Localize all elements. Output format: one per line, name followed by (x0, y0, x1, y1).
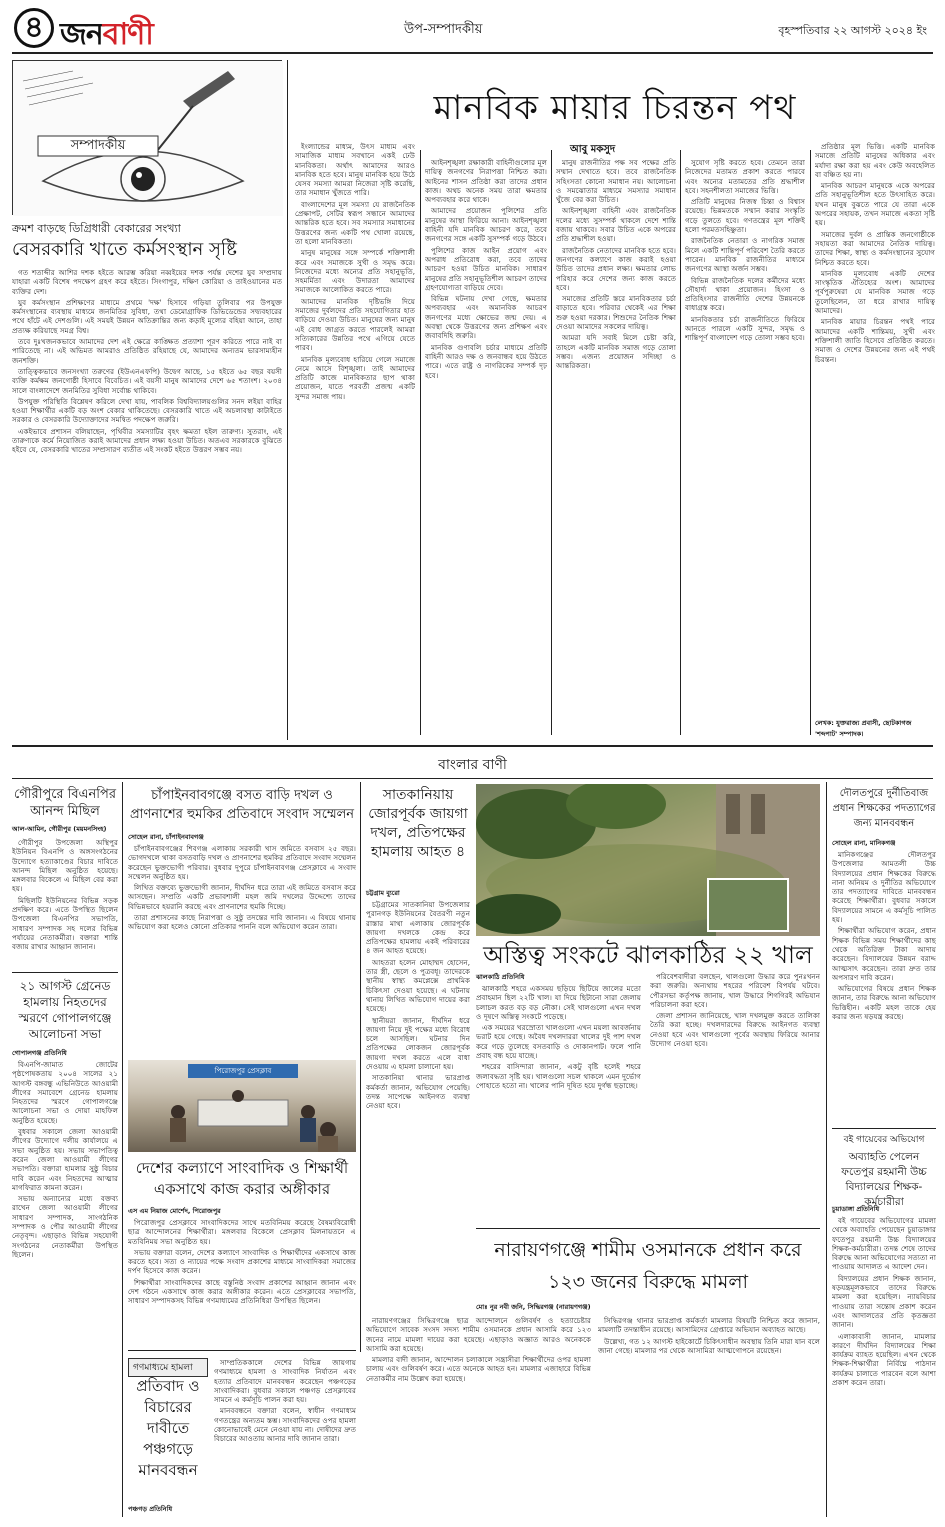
meeting-photo (128, 1060, 356, 1152)
story-headline: নারায়ণগঞ্জে শামীম ওসমানকে প্রধান করে ১২৩ জনের বিরুদ্ধে মামলা (494, 1239, 802, 1293)
main-paragraph: রাজনৈতিক নেতাদের মানবিক হতে হবে। জনগণের কল্যাণে কাজ করাই হওয়া উচিত তাদের প্রধান লক্ষ্য। ক্ষমতার লোভ পরিহার করে দেশের জন্য কাজ করতে হবে। (556, 245, 676, 292)
story-byline: আল-আমিন, গৌরীপুর (ময়মনসিংহ) (12, 825, 107, 833)
page-number: ৪ (14, 8, 54, 48)
main-paragraph: রাজনৈতিক নেতারা ও নাগরিক সমাজ মিলে একটি শান্তিপূর্ণ পরিবেশ তৈরি করতে পারেন। মানবিক রাজনীতির মাধ্যমে জনগণের আস্থা অর্জন সম্ভব। (685, 236, 805, 274)
story-paragraph: পরিবেশবাদীরা বলছেন, খালগুলো উদ্ধার করে পুনঃখনন করা জরুরি। অন্যথায় শহরের পরিবেশ বিপর্যয় ঘটবে। পৌরসভা কর্তৃপক্ষ জানায়, খাল উদ্ধারে শিগগিরই অভিযান পরিচালনা করা হবে। (650, 972, 820, 1009)
story-paragraph: শিক্ষার্থীরা অভিযোগ করেন, প্রধান শিক্ষক বিভিন্ন সময় শিক্ষার্থীদের কাছ থেকে অতিরিক্ত টাকা আদায় করেছেন। বিদ্যালয়ের উন্নয়ন বরাদ্দ আত্মসাৎ করেছেন। তারা দ্রুত তার অপসারণ দাবি করেন। (832, 926, 936, 982)
editorial-label: সম্পাদকীয় (70, 138, 126, 153)
story-paragraph: শহরের বাসিন্দারা জানান, একটু বৃষ্টি হলেই শহরে জলাবদ্ধতা সৃষ্টি হয়। খালগুলো সচল থাকলে এমন দুর্ভোগ পোহাতে হতো না। খালের পানি দূষিত হয়ে দুর্গন্ধ ছড়াচ্ছে। (476, 1062, 641, 1090)
main-paragraph: মানবিক মূল্যবোধ হারিয়ে গেলে সমাজে নেমে আসে বিশৃঙ্খলা। তাই আমাদের প্রতিটি কাজে মানবিকতার ছাপ থাকা প্রয়োজন, যাতে পরবর্তী প্রজন্ম একটি সুন্দর সমাজ পায়। (295, 354, 415, 401)
story-body (12, 1060, 118, 1516)
story-body (832, 850, 936, 1124)
story-paragraph: সিদ্ধিরগঞ্জ থানার ভারপ্রাপ্ত কর্মকর্তা মামলার বিষয়টি নিশ্চিত করে জানান, মামলাটি তদন্তাধীন রয়েছে। আসামিদের গ্রেপ্তারে অভিযান অব্যাহত আছে। (598, 1316, 820, 1335)
editorial-paragraph: একইভাবে প্রশাসন বলিয়াছেন, পৃথিবীর সমস্যাটির বৃহৎ ক্ষমতা হইল তারুণ্য। সুতরাং, এই তারুণ্যকে কর্মে নিয়োজিত করাই আমাদের প্রধান লক্ষ্য হওয়া উচিত। অতএব সরকারকে বুঝিতে হইবে যে, বেসরকারি খাতের সম্প্রসারণ ব্যতীত এই সংকট হইতে উত্তরণ সম্ভব নয়। (12, 426, 282, 455)
story-paragraph: গৌরীপুর উপজেলা অস্থিপুর ইউনিয়ন বিএনপি ও অঙ্গসংগঠনের উদ্যোগে হত্যাকাণ্ডের বিচার দাবিতে আনন্দ মিছিল অনুষ্ঠিত হয়েছে। মঙ্গলবার বিকেলে এ মিছিল বের করা হয়। (12, 838, 118, 894)
story-divider (832, 1128, 936, 1129)
story-body (832, 1216, 936, 1516)
story-paragraph: এলাকাবাসী জানান, মামলার কারণে দীর্ঘদিন বিদ্যালয়ের শিক্ষা কার্যক্রম ব্যাহত হয়েছিল। এখন থেকে শিক্ষক-শিক্ষার্থীরা নির্বিঘ্নে পাঠদান কার্যক্রম চালাতে পারবেন বলে আশা প্রকাশ করেন তারা। (832, 1331, 936, 1388)
story-byline: চট্টগ্রাম ব্যুরো (366, 889, 400, 897)
author-note: লেখক: যুক্তরাজ্য প্রবাসী, ছোটকাগজ 'শব্দপাট' সম্পাদক। (815, 719, 912, 738)
story-paragraph: সাম্প্রতিককালে দেশের বিভিন্ন জায়গায় গণমাধ্যমে হামলা ও সাংবাদিক নির্যাতন এবং হত্যার প্রতিবাদে মানববন্ধন করেছেন পঞ্চগড়ের সাংবাদিকরা। বুধবার সকালে পঞ্চগড় প্রেসক্লাবের সামনে এ কর্মসূচি পালন করা হয়। (214, 1358, 356, 1405)
editorial-kicker: ক্রমশ বাড়ছে ডিগ্রিধারী বেকারের সংখ্যা (12, 222, 181, 235)
main-paragraph: আইনশৃঙ্খলা রক্ষাকারী বাহিনীগুলোর মূল দায়িত্ব জনগণের নিরাপত্তা নিশ্চিত করা। আইনের শাসন প্রতিষ্ঠা করা তাদের প্রধান কাজ। অথচ অনেক সময় তারা ক্ষমতার অপব্যবহার করে থাকে। (425, 158, 547, 205)
section-banner: বাংলার বাণী (438, 757, 507, 773)
story-paragraph: এক সময়ের খরস্রোতা খালগুলো এখন ময়লা আবর্জনায় ভরাট হয়ে গেছে। অবৈধ দখলদাররা খালের দুই পাশ দখল করে গড়ে তুলেছে বসতবাড়ি ও দোকানপাট। ফলে পানি প্রবাহ বন্ধ হয়ে যাচ্ছে। (476, 1023, 641, 1061)
story-paragraph: লিখিত বক্তব্যে ভুক্তভোগী জানান, দীর্ঘদিন ধরে তারা এই জমিতে বসবাস করে আসছেন। সম্প্রতি একটি প্রভাবশালী মহল জমি দখলের উদ্দেশ্যে তাদের বিভিন্নভাবে হয়রানি করছে এবং প্রাণনাশের হুমকি দিচ্ছে। (128, 883, 356, 911)
photo-banner-text: পিরোজপুর প্রেসক্লাব (214, 1067, 272, 1075)
section-label: উপ-সম্পাদকীয় (404, 22, 483, 37)
main-paragraph: প্রতিটি মানুষের নিজস্ব চিন্তা ও বিশ্বাস রয়েছে। ভিন্নমতকে সম্মান করার সংস্কৃতি গড়ে তুলতে হবে। গণতন্ত্রের মূল শক্তিই হলো পরমতসহিষ্ণুতা। (685, 197, 805, 235)
story-byline: মোঃ নুর নবী জনি, সিদ্ধিরগঞ্জ (নারায়ণগঞ্জ) (476, 1303, 591, 1311)
story-body (366, 1316, 591, 1516)
story-headline: অব্যাহতি পেলেন ফতেপুর রহমানী উচ্চ বিদ্যালয়ের শিক্ষক-কর্মচারীরা (841, 1151, 927, 1208)
main-paragraph: আইনশৃঙ্খলা বাহিনী এবং রাজনৈতিক দলের মধ্যে সুসম্পর্ক থাকলে দেশে শান্তি বজায় থাকবে। সবার উচিত একে অপরের প্রতি শ্রদ্ধাশীল হওয়া। (556, 206, 676, 244)
main-col-5 (815, 142, 935, 712)
story-paragraph: পিরোজপুর প্রেসক্লাবে সাংবাদিকদের সাথে মতবিনিময় করেছে বৈষম্যবিরোধী ছাত্র আন্দোলনের শিক্ষার্থীরা। মঙ্গলবার বিকেলে প্রেসক্লাব মিলনায়তনে এ মতবিনিময় সভা অনুষ্ঠিত হয়। (128, 1218, 356, 1246)
editorial-paragraph: তাত্ত্বিকভাবে জনসংখ্যা তরুণের (ইউএনএফপি) উদ্বেগ আছে, ১৫ হইতে ৬৫ বছর বয়সী ব্যক্তি কর্মক্ষম জনগোষ্ঠী হিসাবে বিবেচিত। এই বয়সী মানুষ আমাদের দেশে ৬৫ শতাংশ। ২০৩৪ সালে বাংলাদেশে জনমিতির সুবিধা সর্বোচ্চ থাকিবে। (12, 366, 282, 395)
story-paragraph: বিদ্যালয়ের প্রধান শিক্ষক জানান, ষড়যন্ত্রমূলকভাবে তাদের বিরুদ্ধে মামলা করা হয়েছিল। ন্যায়বিচার পাওয়ায় তারা সন্তোষ প্রকাশ করেন এবং আদালতের প্রতি কৃতজ্ঞতা জানান। (832, 1273, 936, 1330)
story-body (12, 838, 118, 968)
main-paragraph: সমাজের প্রতিটি স্তরে মানবিকতার চর্চা বাড়াতে হবে। পরিবার থেকেই এর শিক্ষা শুরু হওয়া দরকার। শিশুদের নৈতিক শিক্ষা দেওয়া আমাদের সকলের দায়িত্ব। (556, 294, 676, 332)
editorial-illustration (12, 60, 282, 215)
story-body (476, 984, 641, 1224)
main-col-3 (556, 158, 676, 732)
canal-photo (476, 784, 820, 936)
column-divider (287, 60, 288, 740)
main-paragraph: আমাদের প্রয়োজন পুলিশের প্রতি মানুষের আস্থা ফিরিয়ে আনা। আইনশৃঙ্খলা বাহিনী যদি মানবিক আচরণ করে, তবে জনগণের সঙ্গে একটি সুসম্পর্ক গড়ে উঠবে। (425, 206, 547, 244)
story-paragraph: স্থানীয়রা জানান, দীর্ঘদিন ধরে জায়গা নিয়ে দুই পক্ষের মধ্যে বিরোধ চলে আসছিল। ঘটনার দিন প্রতিপক্ষের লোকজন জোরপূর্বক জায়গা দখল করতে এলে বাধা দেওয়ায় এ হামলা চালানো হয়। (366, 1015, 470, 1072)
story-headline: প্রতিবাদ ও বিচারের দাবীতে পঞ্চগড়ে মানববন্ধন (136, 1377, 200, 1479)
main-col-2 (425, 158, 547, 732)
story-paragraph: তারা প্রশাসনের কাছে নিরাপত্তা ও সুষ্ঠু তদন্তের দাবি জানান। এ বিষয়ে থানায় অভিযোগ করা হলেও কোনো প্রতিকার পাননি বলে অভিযোগ করেন তারা। (128, 913, 356, 932)
story-headline: অস্তিত্ব সংকটে ঝালকাঠির ২২ খাল (483, 941, 813, 969)
main-paragraph: পুলিশের কাজ আইন প্রয়োগ এবং অপরাধ প্রতিরোধ করা, তবে তাদের আচরণ হওয়া উচিত মানবিক। সাধারণ মানুষের প্রতি সহানুভূতিশীল আচরণ তাদের গ্রহণযোগ্যতা বাড়িয়ে দেবে। (425, 245, 547, 292)
paper-name-part2: বাণী (102, 17, 153, 52)
canal-scene-icon (476, 784, 820, 936)
story-byline: সোহেল রানা, মানিকগঞ্জ (832, 839, 896, 847)
story-paragraph: মানিকগঞ্জের দৌলতপুর উপজেলার আমতলী উচ্চ বিদ্যালয়ের প্রধান শিক্ষকের বিরুদ্ধে নানা অনিয়ম ও দুর্নীতির অভিযোগে তার পদত্যাগের দাবিতে মানববন্ধন করেছে শিক্ষার্থীরা। বুধবার সকালে বিদ্যালয়ের সামনে এ কর্মসূচি পালিত হয়। (832, 850, 936, 925)
editorial-paragraph: যুব কর্মসংস্থান প্রশিক্ষণের মাধ্যমে প্রথমে 'দক্ষ' হিসাবে গড়িয়া তুলিবার পর উপযুক্ত কর্মসংস্থানের ব্যবস্থায় মাধ্যমে জনমিতির সুবিধা, তথা ডেমোগ্রাফিক ডিভিডেন্ডের সদ্ব্যবহারের পথে হাঁটে এই দেশগুলি। এই সময়ই উন্নয়ন অতিক্রান্তির জন্য কড়াই মূল্যের বহিয়া আনে, তাহা প্রত্যক্ষ করিয়াছে সমগ্র বিশ্ব। (12, 297, 282, 335)
story-byline: এস এম নিয়াজ মোর্শেদ, পিরোজপুর (128, 1207, 221, 1215)
masthead-rule (12, 52, 933, 54)
column-divider (122, 782, 123, 1517)
main-paragraph: বাংলাদেশের মূল সমস্যা যে রাজনৈতিক প্রেক্ষাপট, সেটির স্বরূপ সন্ধানে আমাদের আন্তরিক হতে হবে। সব সমস্যার সমাধানের উত্তরণের জন্য একটি পথ খোলা রয়েছে, তা হলো মানবিকতা। (295, 199, 415, 246)
main-paragraph: সমাজের দুর্বল ও প্রান্তিক জনগোষ্ঠীকে সহায়তা করা আমাদের নৈতিক দায়িত্ব। তাদের শিক্ষা, স্বাস্থ্য ও কর্মসংস্থানের সুযোগ নিশ্চিত করতে হবে। (815, 229, 935, 267)
column-divider (826, 782, 827, 1517)
editorial-body (12, 268, 282, 738)
column-divider (420, 150, 421, 735)
main-paragraph: আমাদের মানবিক দৃষ্টিভঙ্গি দিয়ে সমাজের দুর্বলদের প্রতি সহযোগিতার হাত বাড়িয়ে দেওয়া উচিত। মানুষের জন্য মানুষ এই বোধ জাগ্রত করতে পারলেই আমরা সত্যিকারের উন্নতির পথে এগিয়ে যেতে পারব। (295, 296, 415, 353)
story-paragraph: সভায় বক্তারা বলেন, দেশের কল্যাণে সাংবাদিক ও শিক্ষার্থীদের একসাথে কাজ করতে হবে। সত্য ও ন্যায়ের পক্ষে সংবাদ প্রকাশের মাধ্যমে সাংবাদিকরা সমাজের দর্পণ হিসেবে কাজ করেন। (128, 1247, 356, 1276)
story-byline: গোপালগঞ্জ প্রতিনিধি (12, 1049, 67, 1057)
story-headline: দৌলতপুরে দুর্নীতিবাজ প্রধান শিক্ষকের পদত্যাগের জন্য মানববন্ধন (832, 788, 936, 829)
column-divider (680, 150, 681, 735)
story-byline: চুয়াডাঙ্গা প্রতিনিধি (832, 1205, 880, 1213)
story-paragraph: বই গায়েবের অভিযোগের মামলা থেকে অব্যাহতি পেয়েছেন চুয়াডাঙ্গার ফতেপুর রহমানী উচ্চ বিদ্যালয়ের শিক্ষক-কর্মচারীরা। তদন্ত শেষে তাদের বিরুদ্ধে আনা অভিযোগের সত্যতা না পাওয়ায় আদালত এ আদেশ দেন। (832, 1216, 936, 1272)
issue-date: বৃহস্পতিবার ২২ আগস্ট ২০২৪ ইং (778, 24, 927, 37)
main-paragraph: বিভিন্ন ঘটনায় দেখা গেছে, ক্ষমতার অপব্যবহার এবং অমানবিক আচরণ জনগণের মধ্যে ক্ষোভের জন্ম দেয়। এ অবস্থা থেকে উত্তরণের জন্য প্রশিক্ষণ এবং জবাবদিহি জরুরি। (425, 294, 547, 341)
editorial-paragraph: তবে দুঃখজনকভাবে আমাদের দেশ এই ক্ষেত্রে কাঙ্ক্ষিত প্রত্যাশা পূরণ করিতে পারে নাই বা পারিতেছে না। এই অভিমত আমরাও প্রতিষ্ঠিত রহিয়াছে যে, আমাদের অন্যতম ভারসাম্যহীন জনশক্তি। (12, 337, 282, 365)
main-paragraph: বিভিন্ন রাজনৈতিক দলের কর্মীদের মধ্যে সৌহার্দ্য থাকা প্রয়োজন। হিংসা ও প্রতিহিংসার রাজনীতি দেশের উন্নয়নকে বাধাগ্রস্ত করে। (685, 275, 805, 313)
story-headline: চাঁপাইনবাবগঞ্জে বসত বাড়ি দখল ও প্রাণনাশের হুমকির প্রতিবাদে সংবাদ সম্মেলন (129, 788, 355, 822)
main-paragraph: প্রতিষ্ঠার মূল ভিত্তি। একটি মানবিক সমাজে প্রতিটি মানুষের অধিকার এবং মর্যাদা রক্ষা করা হয় এবং কেউ অবহেলিত বা বঞ্চিত হয় না। (815, 142, 935, 179)
story-divider (476, 1228, 820, 1229)
story-kicker: বই গায়েবের অভিযোগ (843, 1135, 925, 1145)
story-paragraph: শিক্ষার্থীরা সাংবাদিকদের কাছে বস্তুনিষ্ঠ সংবাদ প্রকাশের আহ্বান জানান এবং দেশ গঠনে একসাথে কাজ করার অঙ্গীকার করেন। এতে প্রেসক্লাবের সভাপতি, সাধারণ সম্পাদকসহ বিভিন্ন গণমাধ্যমের প্রতিনিধিরা উপস্থিত ছিলেন। (128, 1277, 356, 1306)
story-paragraph: ঝালকাঠি শহরে একসময় ছড়িয়ে ছিটিয়ে জালের মতো প্রবাহমান ছিল ২২টি খাল। যা দিয়ে ছিটানো সারা জেলায় চলাচল করত বড় বড় নৌকা। সেই খালগুলো এখন দখল ও দূষণে অস্তিত্ব সংকটে পড়েছে। (476, 984, 641, 1021)
column-divider (810, 150, 811, 735)
main-paragraph: মানুষ মানুষের সঙ্গে সম্পর্কে শক্তিশালী করে এবং সমাজকে সুখী ও সমৃদ্ধ করে। নিজেদের মধ্যে অন্যের প্রতি সহানুভূতি, সহমর্মিতা এবং উদারতা আমাদের সমাজকে আলোকিত করতে পারে। (295, 248, 415, 295)
editorial-paragraph: উপযুক্ত পরিস্থিতি বিশ্লেষণ করিলে দেখা যায়, পাবলিক বিশ্ববিদ্যালয়গুলির সনদ লইয়া বাহির হওয়া শিক্ষার্থীর একটি বড় অংশ বেকার থাকিতেছে। বেসরকারি খাতে এই অচলাবস্থা কাটাইতে সরকার ও বেসরকারি উদ্যোক্তাদের সমন্বিত পদক্ষেপ জরুরি। (12, 396, 282, 425)
story-body (366, 900, 470, 1346)
main-paragraph: মানবিক মূল্যবোধ একটি দেশের সাংস্কৃতিক ঐতিহ্যের অংশ। আমাদের পূর্বপুরুষেরা যে মানবিক সমাজ গড়ে তুলেছিলেন, তা ধরে রাখার দায়িত্ব আমাদের। (815, 268, 935, 316)
story-paragraph: চট্টগ্রামের সাতকানিয়া উপজেলার পুরানগড় ইউনিয়নের বৈতরণী নতুন রাস্তার মাথা এলাকায় জোরপূর্বক জায়গা দখলকে কেন্দ্র করে প্রতিপক্ষের হামলায় একই পরিবারের ৪ জন আহত হয়েছে। (366, 900, 470, 956)
story-paragraph: আহতরা হলেন মোহাম্মদ হোসেন, তার স্ত্রী, ছেলে ও পুত্রবধূ। তাদেরকে স্থানীয় স্বাস্থ্য কমপ্লেক্সে প্রাথমিক চিকিৎসা দেওয়া হয়েছে। এ ঘটনায় থানায় লিখিত অভিযোগ দায়ের করা হয়েছে। (366, 957, 470, 1014)
paper-name-part1: জন (60, 17, 103, 52)
story-kicker: গণমাধ্যমে হামলা (128, 1358, 208, 1377)
main-paragraph: আমরা যদি সবাই মিলে চেষ্টা করি, তাহলে একটি মানবিক সমাজ গড়ে তোলা সম্ভব। এজন্য প্রয়োজন সদিচ্ছা ও আন্তরিকতা। (556, 333, 676, 371)
main-col-1 (295, 142, 415, 732)
story-headline: ২১ আগস্ট গ্রেনেড হামলায় নিহতদের স্মরণে গোপালগঞ্জে আলোচনা সভা (18, 979, 112, 1041)
story-paragraph: নারায়ণগঞ্জের সিদ্ধিরগঞ্জে ছাত্র আন্দোলনে গুলিবর্ষণ ও হত্যাচেষ্টার অভিযোগে সাবেক সংসদ সদস্য শামীম ওসমানকে প্রধান আসামি করে ১২৩ জনের নামে মামলা দায়ের করা হয়েছে। এছাড়াও অজ্ঞাত আরও অনেককে আসামি করা হয়েছে। (366, 1316, 591, 1353)
main-paragraph: মানবিক আচরণ মানুষকে একে অপরের প্রতি সহানুভূতিশীল হতে উৎসাহিত করে। যখন মানুষ বুঝতে পারে যে তারা একে অপরের সহায়ক, তখন সমাজে একতা সৃষ্টি হয়। (815, 181, 935, 228)
story-paragraph: জেলা প্রশাসন জানিয়েছে, খাল দখলমুক্ত করতে তালিকা তৈরি করা হচ্ছে। দখলদারদের বিরুদ্ধে আইনগত ব্যবস্থা নেওয়া হবে এবং খালগুলো পূর্বের অবস্থায় ফিরিয়ে আনার উদ্যোগ নেওয়া হবে। (650, 1011, 820, 1049)
story-body (128, 1218, 356, 1346)
story-paragraph: বুধবার সকালে জেলা আওয়ামী লীগের উদ্যোগে দলীয় কার্যালয়ে এ সভা অনুষ্ঠিত হয়। সভায় সভাপতিত্ব করেন জেলা আওয়ামী লীগের সভাপতি। বক্তারা হামলার সুষ্ঠু বিচার দাবি করেন এবং নিহতদের আত্মার মাগফিরাত কামনা করেন। (12, 1127, 118, 1192)
main-col-4 (685, 158, 805, 732)
story-paragraph: বিএনপি-জামাত জোটের পৃষ্ঠপোষকতায় ২০০৪ সালের ২১ আগস্ট বঙ্গবন্ধু এভিনিউতে আওয়ামী লীগের সমাবেশে গ্রেনেড হামলায় নিহতদের স্মরণে গোপালগঞ্জে আলোচনা সভা ও দোয়া মাহফিল অনুষ্ঠিত হয়েছে। (12, 1060, 118, 1125)
story-paragraph: মামলার বাদী জানান, আন্দোলন চলাকালে সন্ত্রাসীরা শিক্ষার্থীদের ওপর হামলা চালায় এবং গুলিবর্ষণ করে। এতে অনেকে আহত হন। মামলার এজাহারে বিভিন্ন নেতাকর্মীর নাম উল্লেখ করা হয়েছে। (366, 1355, 591, 1383)
story-paragraph: সভায় অন্যান্যের মধ্যে বক্তব্য রাখেন জেলা আওয়ামী লীগের সাধারণ সম্পাদক, সাংগঠনিক সম্পাদক ও পৌর আওয়ামী লীগের নেতৃবৃন্দ। এছাড়াও বিভিন্ন সহযোগী সংগঠনের নেতাকর্মীরা উপস্থিত ছিলেন। (12, 1194, 118, 1259)
story-headline: দেশের কল্যাণে সাংবাদিক ও শিক্ষার্থী একসাথে কাজ করার অঙ্গীকার (135, 1159, 349, 1198)
story-paragraph: মানববন্ধনে বক্তারা বলেন, স্বাধীন গণমাধ্যম গণতন্ত্রের অন্যতম স্তম্ভ। সাংবাদিকদের ওপর হামলা কোনোভাবেই মেনে নেওয়া যায় না। দোষীদের দ্রুত বিচারের আওতায় আনার দাবি জানান তারা। (214, 1406, 356, 1444)
story-byline: সোহেল রানা, চাঁপাইনবাবগঞ্জ (128, 833, 204, 841)
main-paragraph: মানবিকতার চর্চা রাজনীতিতে ফিরিয়ে আনতে পারলে একটি সুন্দর, সমৃদ্ধ ও শান্তিপূর্ণ বাংলাদেশ গড়ে তোলা সম্ভব হবে। (685, 314, 805, 343)
main-paragraph: সুযোগ সৃষ্টি করতে হবে। তেমনে তারা নিজেদের মতামত প্রকাশ করতে পারবে এবং অন্যের মতামতের প্রতি শ্রদ্ধাশীল হবে। সহনশীলতা সমাজের ভিত্তি। (685, 158, 805, 195)
story-paragraph: চাঁপাইনবাবগঞ্জের শিবগঞ্জ এলাকায় সরকারী খাস জমিতে বসবাস ২৫ বছর। ভোগদখলে থাকা বসতবাড়ি দখল ও প্রাণনাশের হুমকির প্রতিবাদে সংবাদ সম্মেলন করেছেন ভুক্তভোগী পরিবার। বুধবার দুপুরে চাঁপাইনবাবগঞ্জ প্রেসক্লাবে এ সংবাদ সম্মেলন অনুষ্ঠিত হয়। (128, 844, 356, 881)
main-headline: মানবিক মায়ার চিরন্তন পথ (433, 88, 797, 128)
main-paragraph: মানবিক গুণাবলি চর্চার মাধ্যমে প্রতিটি বাহিনী আরও দক্ষ ও জনবান্ধব হয়ে উঠতে পারে। এতে রাষ্ট্র ও নাগরিকের সম্পর্ক দৃঢ় হবে। (425, 342, 547, 380)
main-paragraph: ইংল্যান্ডের মাধ্যম, উৎস মাধ্যম এবং সামাজিক মাধ্যম সবখানে একই ঢেউ মানবিকতা। অর্থাৎ আমাদের আরও মানবিক হতে হবে। মানুষ মানবিক হয়ে উঠে যেসব সমস্যা আমরা নিজেরা সৃষ্টি করেছি, তার সমাধান খুঁজতে পারি। (295, 142, 415, 198)
story-paragraph: সাতকানিয়া থানার ভারপ্রাপ্ত কর্মকর্তা জানান, অভিযোগ পেয়েছি। তদন্ত সাপেক্ষে আইনগত ব্যবস্থা নেওয়া হবে। (366, 1073, 470, 1111)
editorial-headline: বেসরকারি খাতে কর্মসংস্থান সৃষ্টি (12, 239, 237, 260)
story-headline: গৌরীপুরে বিএনপির আনন্দ মিছিল (13, 787, 116, 819)
main-byline: আবু মকসুদ (570, 144, 616, 155)
story-headline: সাতকানিয়ায় জোরপূর্বক জায়গা দখল, প্রতিপক্ষের হামলায় আহত ৪ (368, 787, 468, 860)
column-divider (551, 150, 552, 735)
story-paragraph: উল্লেখ্য, গত ১২ আগস্ট হাইকোর্টে চিকিৎসাধীন অবস্থায় তিনি মারা যান বলে জানা গেছে। মামলার পর থেকে আসামিরা আত্মগোপনে রয়েছেন। (598, 1336, 820, 1355)
section-rule (12, 778, 933, 779)
section-rule (12, 745, 933, 747)
story-body (214, 1358, 356, 1516)
story-paragraph: অভিযোগের বিষয়ে প্রধান শিক্ষক জানান, তার বিরুদ্ধে আনা অভিযোগ ভিত্তিহীন। একটি মহল তাকে হেয় করার জন্য ষড়যন্ত্র করছে। (832, 984, 936, 1022)
main-paragraph: মানবিক মায়ার চিরন্তন পথই পারে আমাদের একটি শান্তিময়, সুখী এবং শক্তিশালী জাতি হিসেবে প্রতিষ্ঠিত করতে। সমাজ ও দেশের উন্নয়নের জন্য এই পথই চিরন্তন। (815, 317, 935, 364)
main-paragraph: মানুষ রাজনীতির পক্ষ সব পক্ষের প্রতি সম্মান দেখাতে হবে। তবে রাজনৈতিক সহিংসতা কোনো সমাধান নয়। আলোচনা ও সমঝোতার মাধ্যমে সমস্যার সমাধান খুঁজে বের করা উচিত। (556, 158, 676, 205)
story-divider (12, 972, 118, 973)
story-body (650, 972, 820, 1224)
story-byline: ঝালকাঠি প্রতিনিধি (476, 973, 525, 981)
editorial-paragraph: গত শতাব্দীর আশির দশক হইতে আরম্ভ করিয়া নব্বইয়ের দশক পর্যন্ত দেশের যুব সম্প্রদায় যাহারা একটি বিশেষ পদক্ষেপ গ্রহণ করে হইতে। সিংগাপুর, দক্ষিণ কোরিয়া ও তাইওয়ানের মত ব্যক্তির দেশ। (12, 268, 282, 296)
story-byline: পঞ্চগড় প্রতিনিধি (128, 1505, 173, 1513)
story-paragraph: মিছিলটি ইউনিয়নের বিভিন্ন সড়ক প্রদক্ষিণ করে। এতে উপস্থিত ছিলেন উপজেলা বিএনপির সভাপতি, সাধারণ সম্পাদক সহ দলের বিভিন্ন পর্যায়ের নেতাকর্মীরা। বক্তারা শান্তি বজায় রাখার আহ্বান জানান। (12, 895, 118, 952)
story-body (128, 844, 356, 1054)
story-body (598, 1316, 820, 1516)
story-divider (128, 1350, 356, 1351)
column-divider (360, 782, 361, 1352)
